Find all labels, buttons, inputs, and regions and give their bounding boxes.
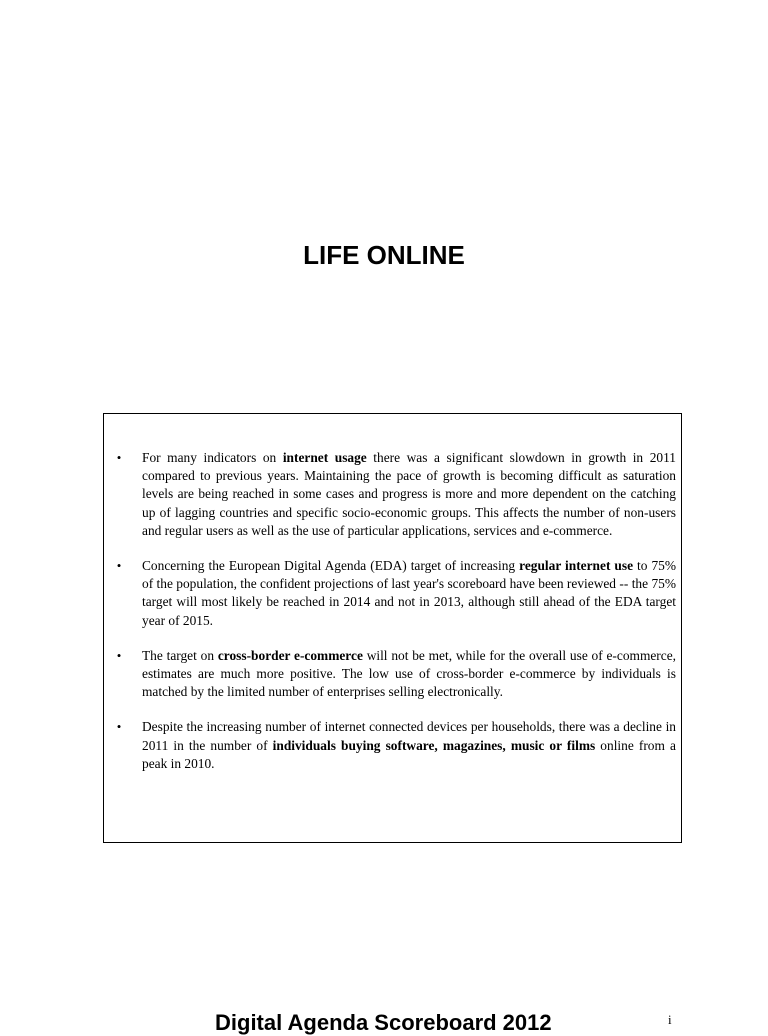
bullet-text: The target on cross-border e-commerce will not be met, while for the overall use of e-commerce, estimates are much more positive. The low use of cross-border e-commerce by individuals is matched by the limited number of enterprises selling electronically.	[142, 647, 676, 700]
bullet-icon: •	[116, 558, 122, 574]
list-item	[114, 718, 676, 773]
bullet-highlight: cross-border e-commerce	[217, 647, 363, 663]
list-item	[114, 647, 676, 702]
bullet-icon: •	[116, 719, 122, 735]
bullet-highlight: regular internet use	[519, 558, 634, 574]
key-findings-box	[103, 413, 682, 843]
bullet-text: Concerning the European Digital Agenda (EDA) target of increasing regular internet use to 75% of the population, the confident projections of last year's scoreboard have been reviewed -- the 75% target will most likely be reached in 2014 and not in 2013, although still ahead of the EDA target year of 2015.	[142, 558, 676, 628]
page-title: LIFE ONLINE	[303, 240, 465, 270]
footer-title: Digital Agenda Scoreboard 2012	[215, 1010, 552, 1035]
bullet-text: For many indicators on internet usage there was a significant slowdown in growth in 2011 compared to previous years. Maintaining the pace of growth is becoming difficult as saturation levels are being reached in some cases and progress is more and more dependent on the catching up of lagging countries and specific socio-economic groups. This affects the number of non-users and regular users as well as the use of particular applications, services and e-commerce.	[142, 450, 676, 538]
key-findings-list	[114, 449, 676, 790]
page-number: i	[668, 1012, 672, 1027]
bullet-text: Despite the increasing number of internet connected devices per households, there was a decline in 2011 in the number of individuals buying software, magazines, music or films online from a peak in 2010.	[142, 719, 676, 771]
list-item	[114, 557, 676, 630]
bullet-highlight: internet usage	[282, 450, 367, 465]
bullet-icon: •	[116, 450, 122, 465]
bullet-highlight: individuals buying software, magazines, music or films	[272, 737, 596, 753]
bullet-icon: •	[116, 647, 122, 663]
list-item	[114, 449, 676, 540]
